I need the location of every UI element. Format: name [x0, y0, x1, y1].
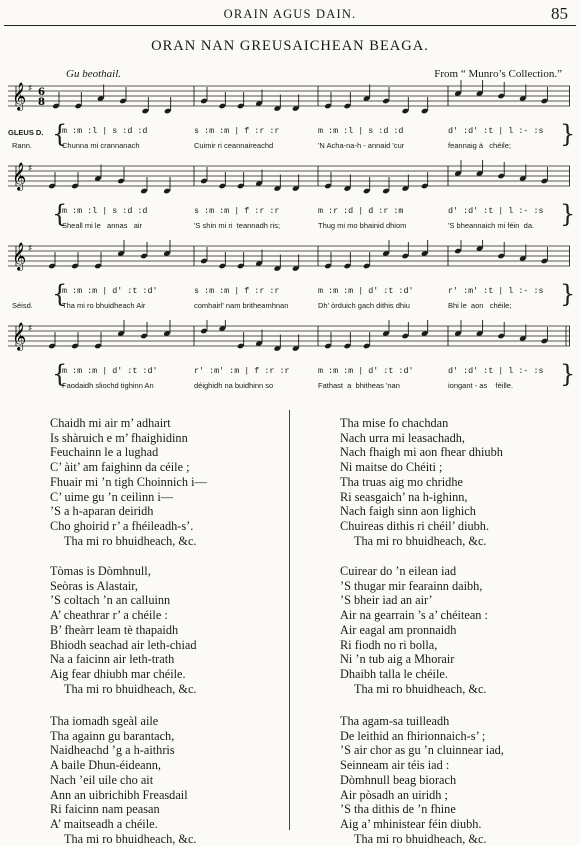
brace-icon: } [560, 200, 576, 228]
solfa-measure: s :m :m | f :r :r [194, 206, 280, 216]
column-divider [289, 410, 290, 830]
solfa-measure: m :r :d | d :r :m [318, 206, 404, 216]
treble-clef-icon: 𝄞 [12, 82, 27, 110]
verse-line: C’ uime gu ’n ceilinn i— [50, 489, 174, 504]
verse-line: Seòras is Alastair, [50, 578, 138, 593]
time-signature-icon: 6 [38, 87, 45, 98]
chorus-line: Tha mi ro bhuidheach, &c. [354, 681, 487, 696]
verse-line: C’ àit’ am faighinn da céile ; [50, 460, 190, 475]
solfa-measure: s :m :m | f :r :r [194, 286, 280, 296]
lyric-line: feannaig á chéile; [448, 141, 511, 150]
staff [8, 240, 570, 280]
solfa-measure: m :m :l | s :d :d [62, 126, 148, 136]
solfa-measure: s :m :m | f :r :r [194, 126, 280, 136]
verse-line: Tha againn gu barantach, [50, 728, 175, 743]
verse-line: Ni maitse do Chéiti ; [340, 460, 443, 475]
verse-line: Chaidh mi air m’ adhairt [50, 416, 171, 430]
verse-line: Naidheachd ’g a h-aithris [50, 743, 175, 758]
treble-clef-icon: 𝄞 [12, 242, 27, 270]
verse-line: Nach ’eil uile cho ait [50, 772, 154, 787]
verse-line: Tha truas aig mo chridhe [340, 474, 463, 489]
source-credit: From “ Munro’s Collection.” [434, 68, 562, 80]
lyric-line: iongant - as féille. [448, 381, 514, 390]
verse-line: ’S coltach ’n an calluinn [50, 593, 171, 608]
chorus-line: Tha mi ro bhuidheach, &c. [354, 533, 487, 548]
solfa-measure: d' :d' :t | l :- :s [448, 366, 544, 376]
stanza [340, 714, 504, 846]
verse-line: Air pòsadh an uiridh ; [340, 787, 448, 802]
verse-line: Tòmas is Dòmhnull, [50, 564, 151, 578]
running-header [0, 4, 580, 26]
solfa-notation [8, 360, 576, 394]
verse-line: B’ fheàrr leam tè thapaidh [50, 622, 179, 637]
sharp-key-icon: ♯ [28, 164, 33, 174]
solfa-measure: m :m :m | d' :t :d' [62, 286, 158, 296]
verse-line: Chuireas dithis ri chéil’ diubh. [340, 518, 490, 533]
treble-clef-icon: 𝄞 [12, 162, 27, 190]
stanza [50, 714, 197, 846]
verse-line: Nach fhaigh mi aon fhear dhiubh [340, 445, 503, 460]
chorus-line: Tha mi ro bhuidheach, &c. [354, 831, 487, 846]
solfa-notation [8, 200, 576, 234]
verse-line: Bhiodh seachad air leth-chiad [50, 637, 197, 652]
music-system [8, 160, 576, 238]
lyric-line: Faodaidh sliochd tighinn An [62, 381, 154, 390]
solfa-measure: m :m :l | s :d :d [62, 206, 148, 216]
lyric-line: Tha mi ro bhuidheach Air [62, 301, 146, 310]
verse-line: Cho ghoirid r’ a fhéileadh-s’. [50, 518, 194, 533]
verse-line: ’S a h-aparan deiridh [50, 504, 154, 519]
lyric-line: 'S bheannaich mi féin da. [448, 221, 535, 230]
verse-line: Na a faicinn air leth-trath [50, 652, 175, 667]
lyric-line: 'N Acha-na-h - annaid 'cur [318, 141, 405, 150]
verse-line: Aig a’ mhinistear féin diubh. [340, 816, 482, 831]
verse-line: Ri seasgaich’ na h-ighinn, [340, 489, 468, 504]
verse-line: Fhuair mi ’n tigh Choinnich i— [50, 474, 207, 489]
lyric-line: Thug mi mo bhainid dhiom [318, 221, 407, 230]
music-system [8, 320, 576, 398]
verse-line: Ann an uibrichibh Freasdail [50, 787, 188, 802]
lyric-line: Cuimir ri ceannaireachd [194, 141, 274, 150]
solfa-measure: m :m :m | d' :t :d' [318, 366, 414, 376]
lyric-line: Dh' òrduich gach dithis dhiu [318, 301, 410, 310]
solfa-measure: d' :d' :t | l :- :s [448, 206, 544, 216]
verse-line: Tha agam-sa tuilleadh [340, 714, 450, 728]
verse-line: Feuchainn le a lughad [50, 445, 159, 460]
stanza [340, 564, 488, 696]
verse-line: Tha iomadh sgeàl aile [50, 714, 159, 728]
brace-icon: } [560, 280, 576, 308]
brace-icon: { [52, 200, 68, 228]
verse-line: Dhaibh talla le chéile. [340, 666, 448, 681]
verse-line: ’S tha dithis de ’n fhine [340, 802, 456, 817]
verse-line: ’S thugar mir fearainn daibh, [340, 578, 483, 593]
verse-line: A baile Dhun-éideann, [50, 758, 161, 773]
key-label: GLEUS D. [8, 128, 44, 137]
solfa-notation [8, 120, 576, 154]
solfa-measure: m :m :m | d' :t :d' [318, 286, 414, 296]
lyric-line: Chunna mi crannanach [62, 141, 140, 150]
verse-line: A’ maitseadh a chéile. [50, 816, 158, 831]
verse-line: Cuirear do ’n eilean iad [340, 564, 457, 578]
lyric-line: Sheall mi le annas air [62, 221, 143, 230]
lyric-line: Fathast a bhitheas 'nan [318, 381, 400, 390]
lyric-line: 'S shin mi ri teannadh ris; [194, 221, 281, 230]
verse-line: Seinneam air téis iad : [340, 758, 450, 773]
solfa-measure: r' :m' :m | f :r :r [194, 366, 290, 376]
stanza [50, 564, 197, 696]
sharp-key-icon: ♯ [28, 84, 33, 94]
brace-icon: { [52, 120, 68, 148]
chorus-line: Tha mi ro bhuidheach, &c. [64, 533, 197, 548]
verse-line: Dòmhnull beag biorach [340, 772, 457, 787]
verse-line: ’S air chor as gu ’n cluinnear iad, [340, 743, 504, 758]
header-rule [4, 25, 576, 26]
verse-line: ’S bheir iad an air’ [340, 593, 433, 608]
staff [8, 160, 570, 200]
verse-line: A’ cheathrar r’ a chéile : [50, 608, 168, 623]
verse-line: Ni ’n tub aig a Mhorair [340, 652, 455, 667]
verse-line: Air na gearrain ’s a’ chéitean : [340, 608, 488, 623]
stanza [50, 416, 207, 548]
sharp-key-icon: ♯ [28, 324, 33, 334]
running-title: ORAIN AGUS DAIN. [223, 7, 357, 21]
staff [8, 320, 570, 360]
verse-line: Air eagal am pronnaidh [340, 622, 457, 637]
chorus-line: Tha mi ro bhuidheach, &c. [64, 681, 197, 696]
brace-icon: { [52, 360, 68, 388]
lyric-line: Bhi le aon chéile; [448, 301, 512, 310]
verse-line: De leithid an fhirionnaich-s’ ; [340, 728, 486, 743]
solfa-measure: d' :d' :t | l :- :s [448, 126, 544, 136]
verse-line: Ri faicinn nam peasan [50, 802, 160, 817]
sharp-key-icon: ♯ [28, 244, 33, 254]
music-system [8, 80, 576, 158]
verse-line: Tha mise fo chachdan [340, 416, 449, 430]
song-title: ORAN NAN GREUSAICHEAN BEAGA. [151, 38, 429, 54]
solfa-measure: r' :m' :t | l :- :s [448, 286, 544, 296]
verse-line: Nach faigh sinn aon lighich [340, 504, 476, 519]
staff [8, 80, 570, 120]
brace-icon: } [560, 120, 576, 148]
section-label: Rann. [12, 141, 33, 150]
treble-clef-icon: 𝄞 [12, 322, 27, 350]
brace-icon: { [52, 280, 68, 308]
solfa-notation [8, 280, 576, 314]
verse-line: Nach urra mi leasachadh, [340, 430, 465, 445]
time-signature-icon: 8 [38, 97, 45, 108]
lyric-line: comhairl' nam britheamhnan [194, 301, 289, 310]
brace-icon: } [560, 360, 576, 388]
section-label: Séisd. [12, 301, 33, 310]
stanza [340, 416, 503, 548]
chorus-line: Tha mi ro bhuidheach, &c. [64, 831, 197, 846]
verse-line: Aig fear dhiubh mar chéile. [50, 666, 186, 681]
verse-line: Is shàruich e m’ fhaighidinn [50, 430, 188, 445]
lyric-line: déighidh na buidhinn so [194, 381, 274, 390]
music-system [8, 240, 576, 318]
solfa-measure: m :m :l | s :d :d [318, 126, 404, 136]
page-number: 85 [551, 4, 568, 23]
tempo-marking: Gu beothail. [66, 68, 121, 80]
solfa-measure: m :m :m | d' :t :d' [62, 366, 158, 376]
verse-line: Ri fiodh no ri bolla, [340, 637, 438, 652]
